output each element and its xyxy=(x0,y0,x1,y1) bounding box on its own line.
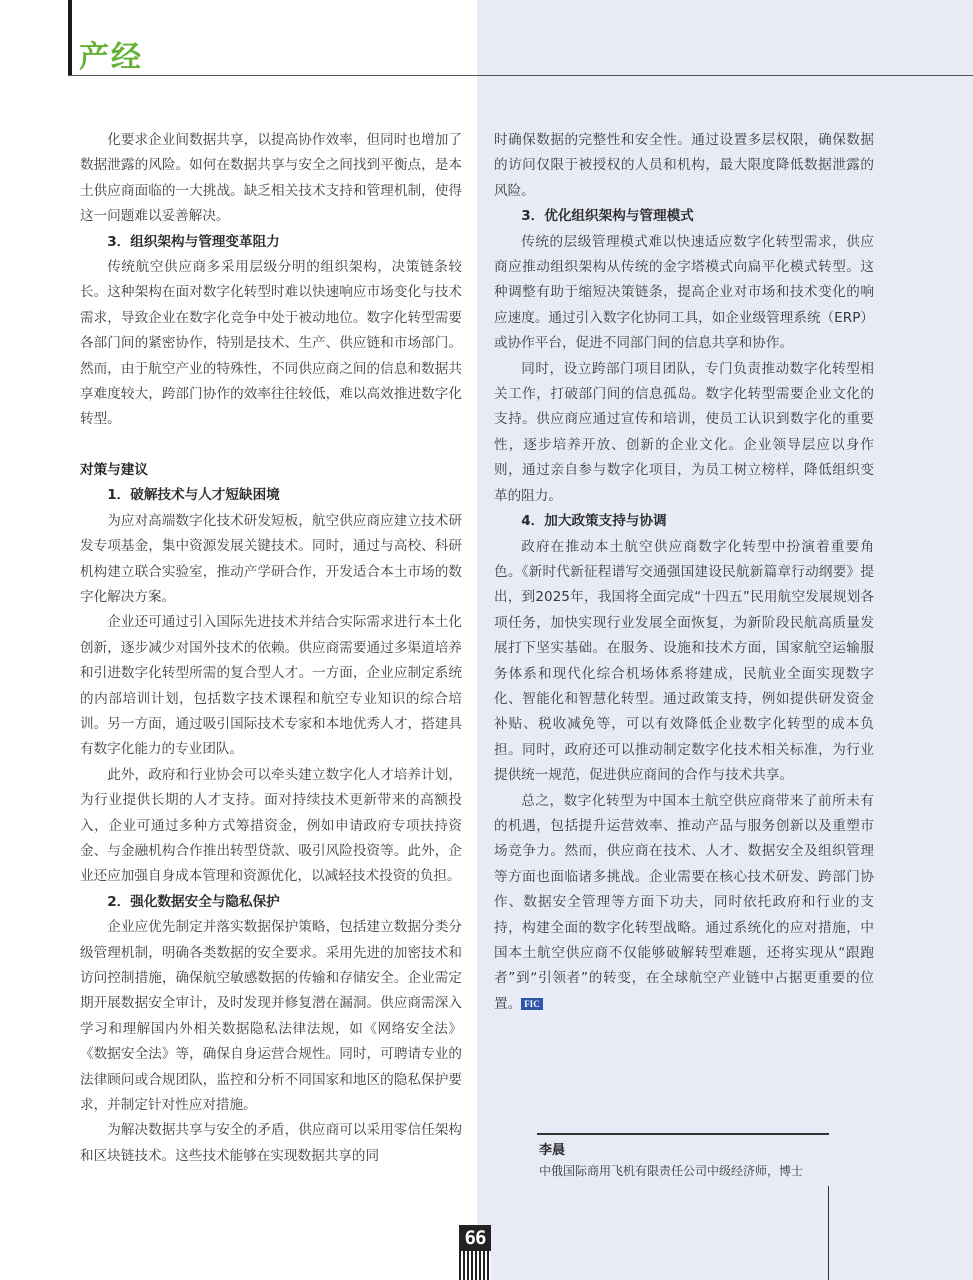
section-title: 产经 xyxy=(79,40,143,75)
body-paragraph xyxy=(80,128,462,230)
body-paragraph xyxy=(494,357,874,509)
page-number-barcode-stripes xyxy=(459,1251,491,1280)
author-name: 李晨 xyxy=(539,1143,566,1158)
paragraph-text: 政府在推动本土航空供应商数字化转型中扮演着重要角色。《新时代新征程谱写交通强国建设民航新篇章行动纲要》提出，到2025年，我国将全面完成“十四五”民用航空发展规划各项任务，加快实现行业发展全面恢复，为新阶段民航高质量发展打下坚实基础。在服务、设施和技术方面，国家航空运输服务体系和现代化综合机场体系将建成，民航业全面实现数字化、智能化和智慧化转型。通过政策支持，例如提供研发资金补贴、税收减免等，可以有效降低企业数字化转型的成本负担。同时，政府还可以推动制定数字化技术相关标准，为行业提供统一规范，促进供应商间的合作与技术共享。 xyxy=(494,538,874,784)
page-number: 66 xyxy=(459,1225,491,1251)
header-rule xyxy=(68,75,973,76)
section-heading xyxy=(80,458,462,483)
paragraph-text: 时确保数据的完整性和安全性。通过设置多层权限，确保数据的访问仅限于被授权的人员和机构，最大限度降低数据泄露的风险。 xyxy=(494,132,874,199)
paragraph-text: 3．优化组织架构与管理模式 xyxy=(521,208,694,225)
paragraph-text: 传统航空供应商多采用层级分明的组织架构，决策链条较长。这种架构在面对数字化转型时难以快速响应市场变化与技术需求，导致企业在数字化竞争中处于被动地位。数字化转型需要各部门间的紧密协作，特别是技术、生产、供应链和市场部门。然而，由于航空产业的特殊性，不同供应商之间的信息和数据共享难度较大，跨部门协作的效率往往较低，难以高效推进数字化转型。 xyxy=(80,259,462,428)
paragraph-text: 企业应优先制定并落实数据保护策略，包括建立数据分类分级管理机制，明确各类数据的安全要求。采用先进的加密技术和访问控制措施，确保航空敏感数据的传输和存储安全。企业需定期开展数据安全审计，及时发现并修复潜在漏洞。供应商需深入学习和理解国内外相关数据隐私法律法规，如《网络安全法》《数据安全法》等，确保自身运营合规性。同时，可聘请专业的法律顾问或合规团队，监控和分析不同国家和地区的隐私保护要求，并制定针对性应对措施。 xyxy=(80,919,462,1114)
paragraph-text: 同时，设立跨部门项目团队，专门负责推动数字化转型相关工作，打破部门间的信息孤岛。数字化转型需要企业文化的支持。供应商应通过宣传和培训，使员工认识到数字化的重要性，逐步培养开放、创新的企业文化。企业领导层应以身作则，通过亲自参与数字化项目，为员工树立榜样，降低组织变革的阻力。 xyxy=(494,360,874,504)
author-box-top-rule xyxy=(537,1133,829,1135)
paragraph-text: 4．加大政策支持与协调 xyxy=(521,513,667,530)
paragraph-text: 化要求企业间数据共享，以提高协作效率，但同时也增加了数据泄露的风险。如何在数据共享与安全之间找到平衡点，是本土供应商面临的一大挑战。缺乏相关技术支持和管理机制，使得这一问题难以妥善解决。 xyxy=(80,132,462,225)
paragraph-text: 总之，数字化转型为中国本土航空供应商带来了前所未有的机遇，包括提升运营效率、推动产品与服务创新以及重塑市场竞争力。然而，供应商在技术、人才、数据安全及组织管理等方面也面临诸多挑战。企业需要在核心技术研发、跨部门协作、数据安全管理等方面下功夫，同时依托政府和行业的支持，构建全面的数字化转型战略。通过系统化的应对措施，中国本土航空供应商不仅能够破解转型难题，还将实现从“跟跑者”到“引领者”的转变，在全球航空产业链中占据更重要的位置。 xyxy=(494,792,874,1012)
subsection-heading xyxy=(80,483,462,508)
paragraph-text: 为解决数据共享与安全的矛盾，供应商可以采用零信任架构和区块链技术。这些技术能够在实现数据共享的同 xyxy=(80,1122,462,1164)
author-title: 中俄国际商用飞机有限责任公司中级经济师，博士 xyxy=(539,1164,804,1178)
paragraph-text: 此外，政府和行业协会可以牵头建立数字化人才培养计划，为行业提供长期的人才支持。面对持续技术更新带来的高额投入，企业可通过多种方式筹措资金，例如申请政府专项扶持资金、与金融机构合作推出转型贷款、吸引风险投资等。此外，企业还应加强自身成本管理和资源优化，以减轻技术投资的负担。 xyxy=(80,766,462,885)
author-box-side-rule xyxy=(828,1186,829,1280)
body-paragraph xyxy=(494,535,874,789)
body-paragraph xyxy=(80,763,462,890)
body-paragraph xyxy=(494,230,874,357)
subsection-heading xyxy=(80,230,462,255)
paragraph-text: 对策与建议 xyxy=(80,461,148,478)
right-text-column xyxy=(494,128,874,1017)
paragraph-text: 为应对高端数字化技术研发短板，航空供应商应建立技术研发专项基金，集中资源发展关键技术。同时，通过与高校、科研机构建立联合实验室，推动产学研合作，开发适合本土市场的数字化解决方案。 xyxy=(80,512,462,605)
paragraph-text: 2．强化数据安全与隐私保护 xyxy=(107,893,280,910)
paragraph-text: 传统的层级管理模式难以快速适应数字化转型需求，供应商应推动组织架构从传统的金字塔模式向扁平化模式转型。这种调整有助于缩短决策链条，提高企业对市场和技术变化的响应速度。通过引入数字化协同工具，如企业级管理系统（ERP）或协作平台，促进不同部门间的信息共享和协作。 xyxy=(494,233,874,352)
body-paragraph xyxy=(494,128,874,204)
body-paragraph xyxy=(80,1118,462,1169)
left-text-column xyxy=(80,128,462,1169)
subsection-heading xyxy=(494,204,874,229)
paragraph-text: 1．破解技术与人才短缺困境 xyxy=(107,487,280,504)
subsection-heading xyxy=(80,890,462,915)
paragraph-text: 企业还可通过引入国际先进技术并结合实际需求进行本土化创新，逐步减少对国外技术的依赖。供应商需要通过多渠道培养和引进数字化转型所需的复合型人才。一方面，企业应制定系统的内部培训计划，包括数字技术课程和航空专业知识的综合培训。另一方面，通过吸引国际技术专家和本地优秀人才，搭建具有数字化能力的专业团队。 xyxy=(80,614,462,758)
paragraph-text: 3．组织架构与管理变革阻力 xyxy=(107,233,280,250)
subsection-heading xyxy=(494,509,874,534)
body-paragraph xyxy=(80,610,462,762)
body-paragraph xyxy=(80,915,462,1118)
header-accent-bar xyxy=(68,0,72,76)
body-paragraph xyxy=(80,255,462,433)
body-paragraph xyxy=(80,509,462,611)
end-of-article-mark: FIC xyxy=(521,998,543,1010)
body-paragraph xyxy=(494,789,874,1018)
